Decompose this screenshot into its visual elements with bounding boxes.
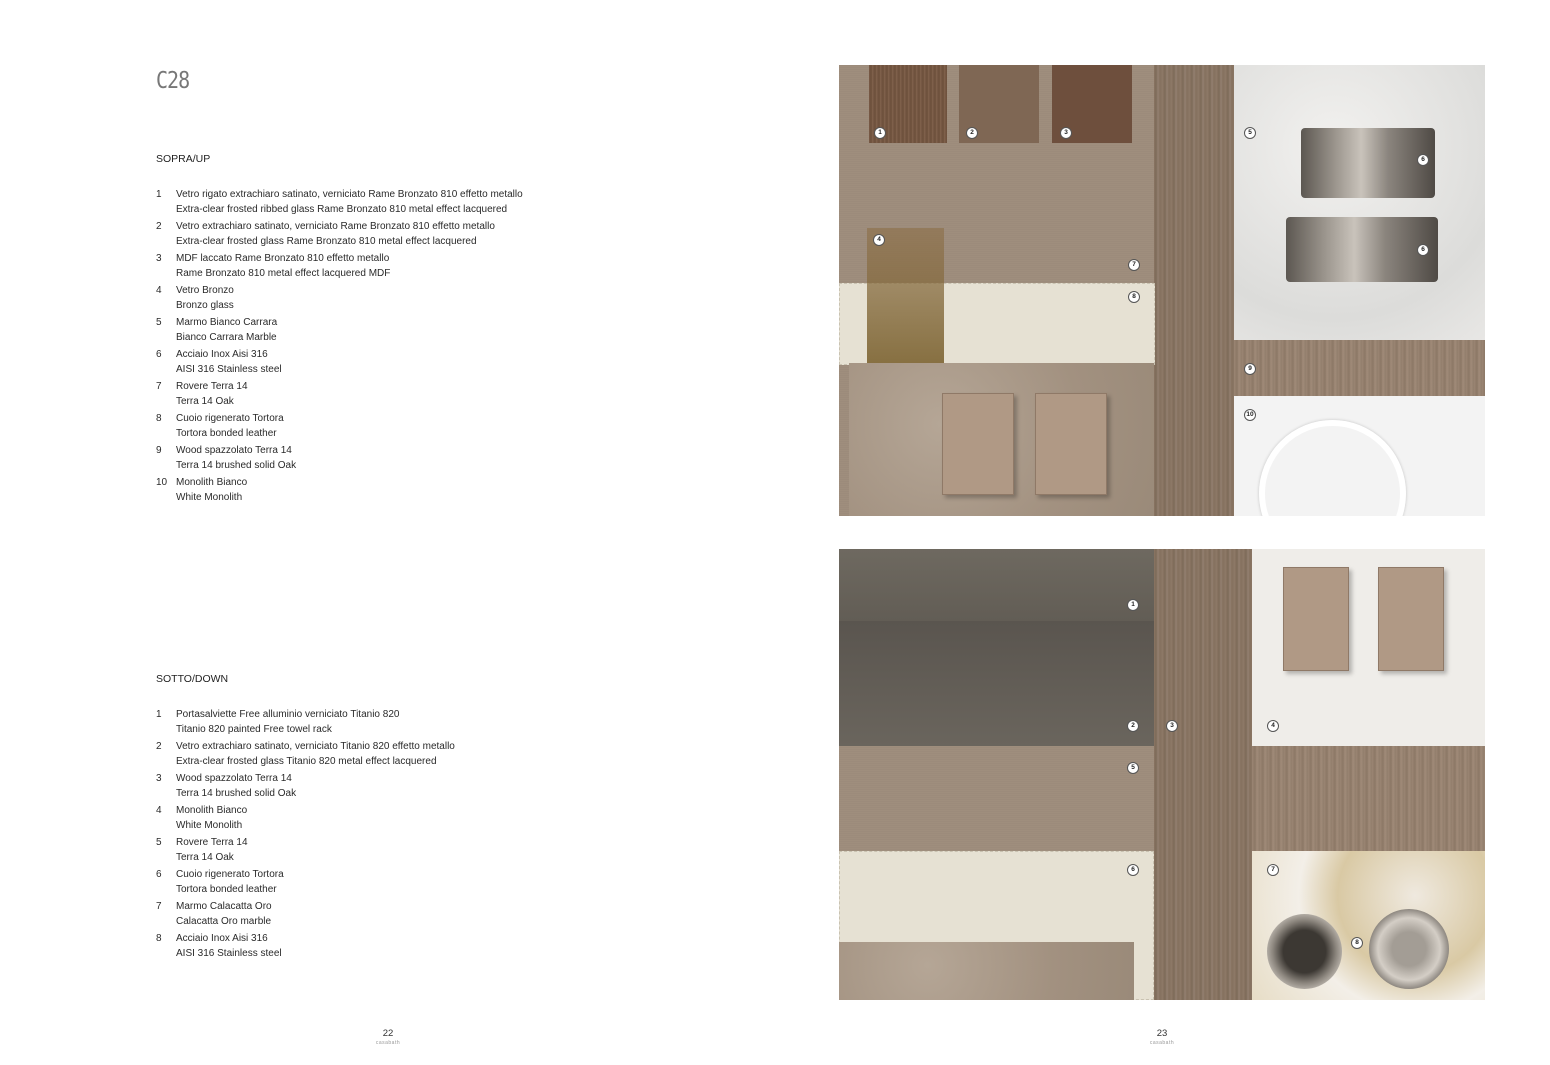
steel-faucet bbox=[1369, 909, 1449, 989]
list-item: 1 Portasalviette Free alluminio verniciato Titanio 820 Titanio 820 painted Free towel rack bbox=[156, 709, 400, 735]
carrara-marble bbox=[1234, 65, 1485, 340]
marker: 2 bbox=[966, 127, 978, 139]
list-item: 5 Marmo Bianco Carrara Bianco Carrara Marble bbox=[156, 317, 278, 343]
list-item: 6 Cuoio rigenerato Tortora Tortora bonded leather bbox=[156, 869, 284, 895]
materials-list-down bbox=[156, 707, 576, 963]
steel-cup bbox=[1267, 914, 1342, 989]
linen-towel bbox=[839, 942, 1134, 1000]
list-item: 5 Rovere Terra 14 Terra 14 Oak bbox=[156, 837, 248, 863]
towel-rack bbox=[839, 549, 1154, 621]
soap-box bbox=[1035, 393, 1107, 495]
marker: 6 bbox=[1127, 864, 1139, 876]
marker: 3 bbox=[1166, 720, 1178, 732]
brushed-oak-panel bbox=[1234, 340, 1485, 400]
list-item: 7 Marmo Calacatta Oro Calacatta Oro marble bbox=[156, 901, 272, 927]
marker: 1 bbox=[874, 127, 886, 139]
list-item: 10 Monolith Bianco White Monolith bbox=[156, 477, 248, 503]
list-item: 2 Vetro extrachiaro satinato, verniciato Rame Bronzato 810 effetto metallo Extra-clear frosted glass Rame Bronzato 810 metal effect lacquered bbox=[156, 221, 495, 247]
soap-box bbox=[1378, 567, 1444, 671]
list-item: 4 Vetro Bronzo Bronzo glass bbox=[156, 285, 234, 311]
page-number-right: 23 casabath bbox=[1149, 1028, 1175, 1046]
steel-soap-dispenser bbox=[1286, 217, 1438, 282]
marker: 4 bbox=[1267, 720, 1279, 732]
material-photo-down bbox=[839, 549, 1485, 1000]
list-item: 8 Cuoio rigenerato Tortora Tortora bonded leather bbox=[156, 413, 284, 439]
list-item: 8 Acciaio Inox Aisi 316 AISI 316 Stainless steel bbox=[156, 933, 282, 959]
marker: 7 bbox=[1267, 864, 1279, 876]
list-item: 2 Vetro extrachiaro satinato, verniciato Titanio 820 effetto metallo Extra-clear frosted glass Titanio 820 metal effect lacquered bbox=[156, 741, 455, 767]
section-title-up: SOPRA/UP bbox=[156, 153, 211, 165]
marker: 5 bbox=[1244, 127, 1256, 139]
marker: 8 bbox=[1351, 937, 1363, 949]
bronze-glass-sample bbox=[867, 228, 944, 363]
marker: 6 bbox=[1417, 244, 1429, 256]
steel-cup bbox=[1301, 128, 1435, 198]
list-item: 7 Rovere Terra 14 Terra 14 Oak bbox=[156, 381, 248, 407]
soap-box bbox=[942, 393, 1014, 495]
titanio-glass bbox=[839, 621, 1154, 746]
marker: 1 bbox=[1127, 599, 1139, 611]
marker: 2 bbox=[1127, 720, 1139, 732]
list-item: 4 Monolith Bianco White Monolith bbox=[156, 805, 248, 831]
section-title-down: SOTTO/DOWN bbox=[156, 673, 229, 685]
page-code: C28 bbox=[156, 66, 190, 94]
oak-panel bbox=[1154, 65, 1234, 516]
marker: 9 bbox=[1244, 363, 1256, 375]
material-photo-up bbox=[839, 65, 1485, 516]
marker: 8 bbox=[1128, 291, 1140, 303]
marker: 5 bbox=[1127, 762, 1139, 774]
marker: 10 bbox=[1244, 409, 1256, 421]
materials-list-up bbox=[156, 187, 576, 507]
list-item: 3 MDF laccato Rame Bronzato 810 effetto metallo Rame Bronzato 810 metal effect lacquered MDF bbox=[156, 253, 391, 279]
marker: 6 bbox=[1417, 154, 1429, 166]
list-item: 3 Wood spazzolato Terra 14 Terra 14 brushed solid Oak bbox=[156, 773, 297, 799]
brushed-oak-panel bbox=[1154, 549, 1252, 1000]
marker: 3 bbox=[1060, 127, 1072, 139]
marker: 4 bbox=[873, 234, 885, 246]
soap-box bbox=[1283, 567, 1349, 671]
oak-strip bbox=[1252, 746, 1485, 851]
page-number-left: 22 casabath bbox=[375, 1028, 401, 1046]
marker: 7 bbox=[1128, 259, 1140, 271]
list-item: 1 Vetro rigato extrachiaro satinato, verniciato Rame Bronzato 810 effetto metallo Extra-clear frosted ribbed glass Rame Bronzato 810 metal effect lacquered bbox=[156, 189, 523, 215]
list-item: 6 Acciaio Inox Aisi 316 AISI 316 Stainless steel bbox=[156, 349, 282, 375]
list-item: 9 Wood spazzolato Terra 14 Terra 14 brushed solid Oak bbox=[156, 445, 297, 471]
